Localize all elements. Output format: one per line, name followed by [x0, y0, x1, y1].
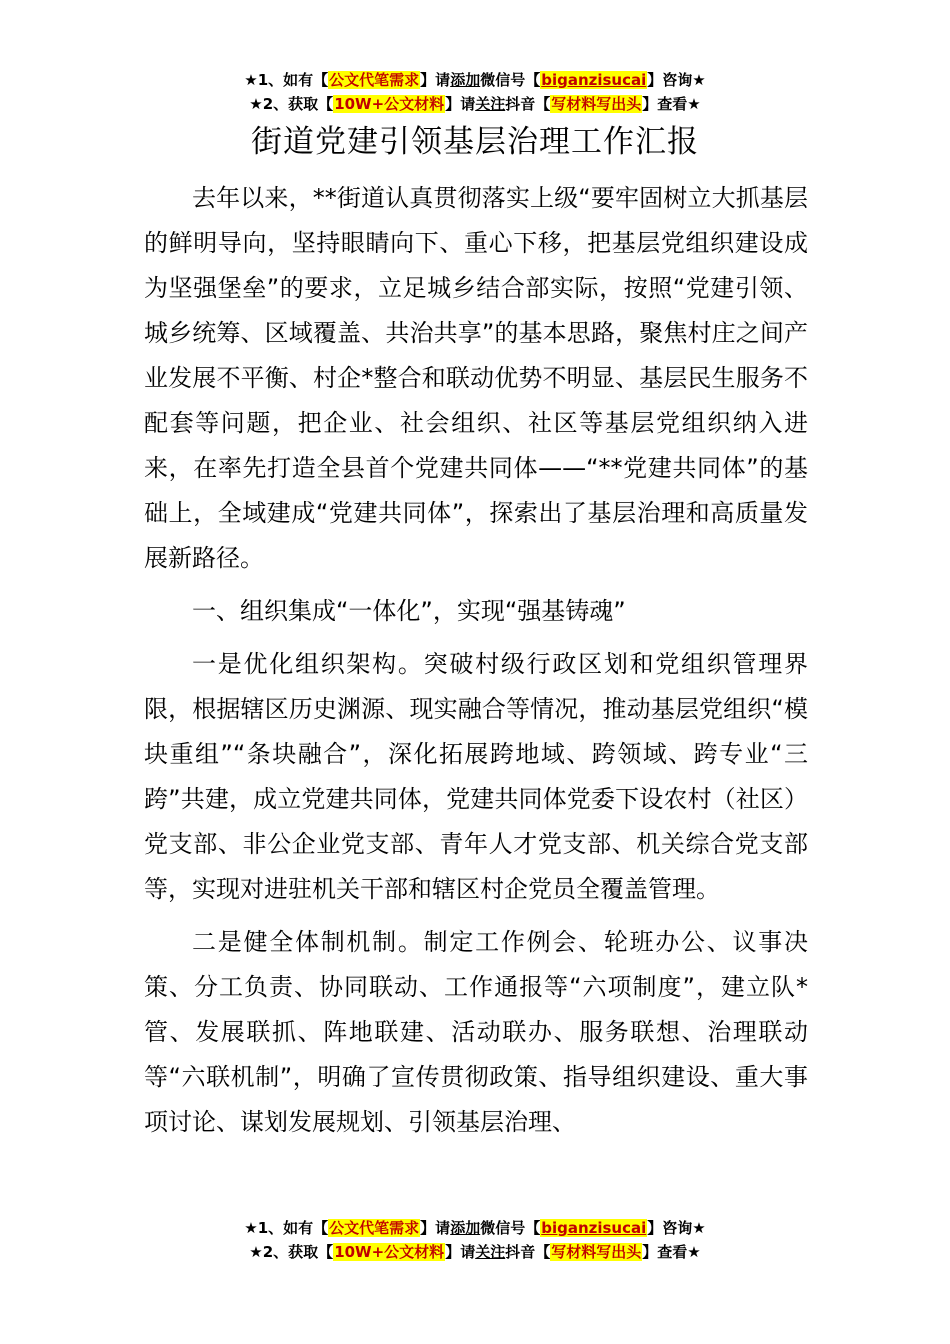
promo-text: 】咨询★: [647, 71, 706, 89]
promo-highlight: 公文代笔需求: [329, 71, 420, 89]
promo-douyin-id: 写材料写出头: [551, 1243, 642, 1261]
promo-text: ★2、获取【: [249, 95, 334, 113]
paragraph-point-1: 一是优化组织架构。突破村级行政区划和党组织管理界限，根据辖区历史渊源、现实融合等情况，推动基层党组织“模块重组”“条块融合”，深化拓展跨地域、跨领域、跨专业“三跨”共建，成立党建共同体，党建共同体党委下设农村（社区）党支部、非公企业党支部、青年人才党支部、机关综合党支部等，实现对进驻机关干部和辖区村企党员全覆盖管理。: [144, 650, 808, 903]
promo-douyin-id: 写材料写出头: [551, 95, 642, 113]
promo-line-1: [0, 68, 950, 92]
promo-underline: 关注: [475, 95, 506, 113]
promo-text: 】咨询★: [647, 1219, 706, 1237]
promo-text: ★2、获取【: [249, 1243, 334, 1261]
promo-line-1: [0, 1216, 950, 1240]
promo-text: 抖音【: [505, 95, 551, 113]
document-title: 街道党建引领基层治理工作汇报: [251, 124, 699, 160]
paragraph-intro: 去年以来，**街道认真贯彻落实上级“要牢固树立大抓基层的鲜明导向，坚持眼睛向下、重心下移，把基层党组织建设成为坚强堡垒”的要求，立足城乡结合部实际，按照“党建引领、城乡统筹、区域覆盖、共治共享”的基本思路，聚焦村庄之间产业发展不平衡、村企*整合和联动优势不明显、基层民生服务不配套等问题，把企业、社会组织、社区等基层党组织纳入进来，在率先打造全县首个党建共同体——“**党建共同体”的基础上，全域建成“党建共同体”，探索出了基层治理和高质量发展新路径。: [144, 184, 808, 572]
promo-highlight: 公文代笔需求: [329, 1219, 420, 1237]
document-body: [144, 176, 808, 1153]
promo-highlight: 10W+公文材料: [334, 1243, 445, 1261]
promo-underline: 添加: [450, 1219, 481, 1237]
promo-text: 抖音【: [505, 1243, 551, 1261]
promo-text: 】请: [420, 1219, 451, 1237]
promo-text: 】请: [445, 1243, 476, 1261]
promo-underline: 关注: [475, 1243, 506, 1261]
promo-text: ★1、如有【: [244, 71, 329, 89]
promo-underline: 添加: [450, 71, 481, 89]
promo-line-2: [0, 92, 950, 116]
promo-text: 】请: [445, 95, 476, 113]
promo-text: 】查看★: [642, 95, 701, 113]
top-promo-banner: [0, 68, 950, 116]
bottom-promo-banner: [0, 1216, 950, 1264]
section-heading-1: 一、组织集成“一体化”，实现“强基铸魂”: [192, 597, 626, 625]
promo-line-2: [0, 1240, 950, 1264]
promo-text: 微信号【: [480, 71, 541, 89]
promo-wechat-id: biganzisucai: [541, 1219, 647, 1237]
promo-highlight: 10W+公文材料: [334, 95, 445, 113]
promo-wechat-id: biganzisucai: [541, 71, 647, 89]
promo-text: ★1、如有【: [244, 1219, 329, 1237]
promo-text: 】请: [420, 71, 451, 89]
promo-text: 】查看★: [642, 1243, 701, 1261]
paragraph-point-2: 二是健全体制机制。制定工作例会、轮班办公、议事决策、分工负责、协同联动、工作通报等“六项制度”，建立队*管、发展联抓、阵地联建、活动联办、服务联想、治理联动等“六联机制”，明确了宣传贯彻政策、指导组织建设、重大事项讨论、谋划发展规划、引领基层治理、: [144, 928, 808, 1136]
promo-text: 微信号【: [480, 1219, 541, 1237]
